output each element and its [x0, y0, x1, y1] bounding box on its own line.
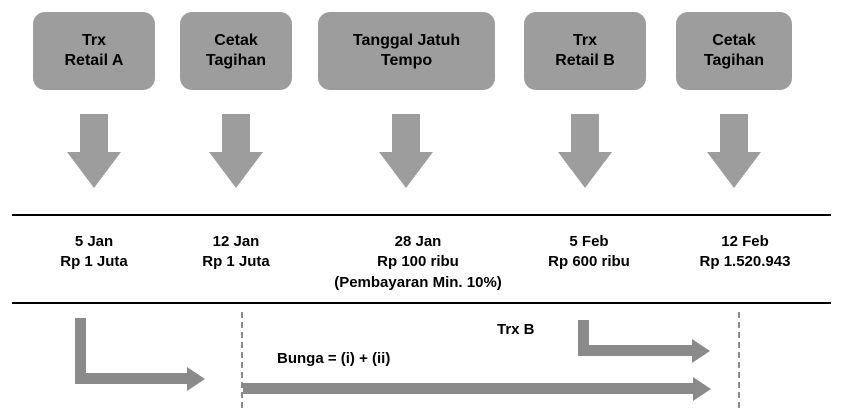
connector-arrowhead: [692, 339, 710, 363]
event-box-line1: Cetak: [712, 32, 756, 49]
event-box-line1: Tanggal Jatuh: [352, 32, 461, 49]
timeline-date: 28 Jan: [394, 233, 442, 250]
timeline-rule-top: [12, 214, 831, 216]
event-box-line1: Cetak: [214, 32, 258, 49]
timeline-date: 5 Jan: [74, 233, 114, 250]
connector-trx-a-period: [75, 318, 225, 402]
annotation-trx-b: Trx B: [497, 321, 535, 338]
connector-bunga-period: [243, 376, 723, 402]
arrow-shaft: [222, 114, 250, 154]
event-box-line2: Retail A: [64, 52, 124, 69]
arrow-shaft: [571, 114, 599, 154]
timeline-date: 5 Feb: [569, 233, 609, 250]
down-arrow-cetak-tagihan-1: [209, 114, 263, 188]
event-box-trx-retail-b: [524, 12, 646, 90]
timeline-amount: Rp 1 Juta: [60, 253, 128, 271]
arrow-shaft: [80, 114, 108, 154]
timeline-amount: Rp 600 ribu: [548, 253, 630, 271]
event-box-line1: Trx: [81, 32, 106, 49]
timeline-entry-12-feb: [665, 232, 825, 273]
event-box-cetak-tagihan-1: [180, 12, 292, 90]
down-arrow-cetak-tagihan-2: [707, 114, 761, 188]
arrow-shaft: [392, 114, 420, 154]
event-box-tanggal-jatuh-tempo: [318, 12, 495, 90]
dashed-separator-right: [738, 312, 740, 408]
down-arrow-trx-retail-b: [558, 114, 612, 188]
down-arrow-trx-retail-a: [67, 114, 121, 188]
timeline-amount: Rp 100 ribu: [377, 253, 459, 271]
timeline-date: 12 Feb: [721, 233, 769, 250]
arrow-shaft: [720, 114, 748, 154]
connector-horizontal-segment: [243, 383, 695, 394]
connector-arrowhead: [187, 367, 205, 391]
timeline-rule-bottom: [12, 302, 831, 304]
event-box-line2: Tagihan: [205, 52, 267, 69]
event-box-cetak-tagihan-2: [676, 12, 792, 90]
arrow-head: [707, 152, 761, 188]
connector-horizontal-segment: [578, 345, 694, 356]
timeline-note: (Pembayaran Min. 10%): [334, 273, 502, 291]
arrow-head: [558, 152, 612, 188]
down-arrow-tanggal-jatuh-tempo: [379, 114, 433, 188]
event-box-line2: Tempo: [380, 52, 433, 69]
annotation-bunga: Bunga = (i) + (ii): [277, 350, 391, 367]
timeline-date: 12 Jan: [212, 233, 260, 250]
arrow-head: [379, 152, 433, 188]
timeline-amount: Rp 1 Juta: [202, 253, 270, 271]
timeline-amount: Rp 1.520.943: [699, 253, 791, 271]
connector-arrowhead: [693, 377, 711, 401]
event-box-line2: Retail B: [555, 52, 615, 69]
arrow-head: [67, 152, 121, 188]
connector-trx-b-period: [578, 320, 718, 368]
event-box-line1: Trx: [572, 32, 597, 49]
arrow-head: [209, 152, 263, 188]
connector-horizontal-segment: [75, 373, 189, 384]
timeline-entry-5-jan: [26, 232, 162, 273]
timeline-entry-5-feb: [519, 232, 659, 273]
event-box-line2: Tagihan: [703, 52, 765, 69]
event-box-trx-retail-a: [33, 12, 155, 90]
